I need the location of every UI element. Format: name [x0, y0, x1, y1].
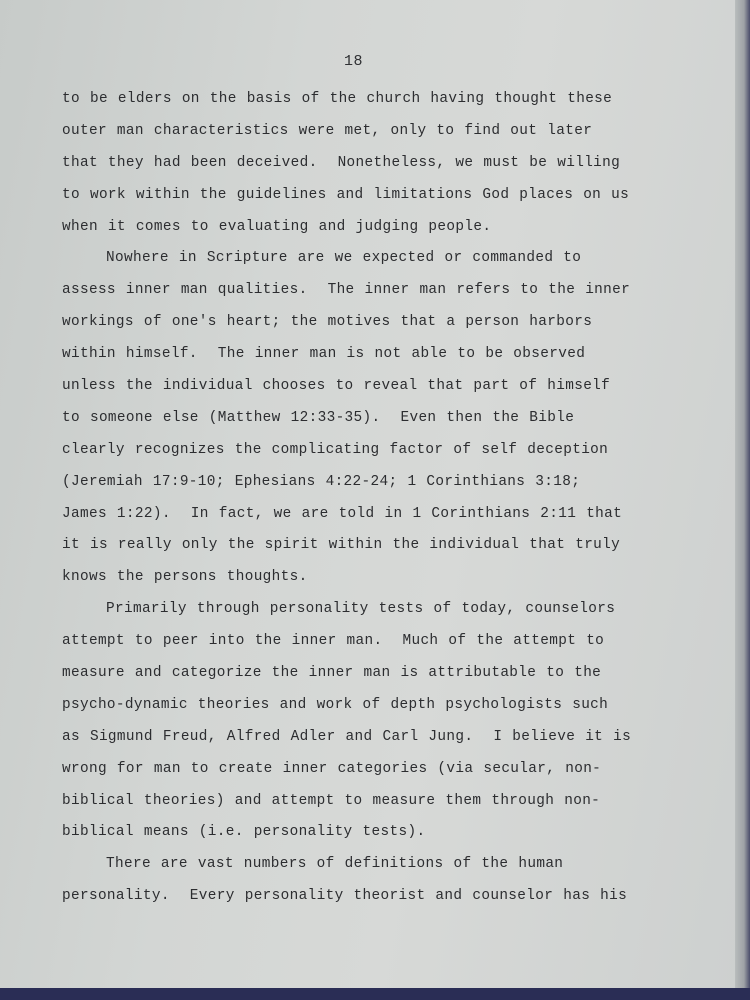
text-line: There are vast numbers of definitions of the human [106, 856, 564, 873]
text-line: assess inner man qualities. The inner man refers to the inner [62, 282, 631, 299]
text-line: psycho-dynamic theories and work of depth psychologists such [62, 696, 609, 713]
text-line: James 1:22). In fact, we are told in 1 Corinthians 2:11 that [62, 505, 623, 522]
text-line: it is really only the spirit within the individual that truly [62, 537, 621, 554]
text-line: personality. Every personality theorist and counselor has his [62, 888, 628, 905]
page-number: 18 [344, 53, 364, 70]
text-line: Primarily through personality tests of today, counselors [106, 601, 616, 618]
text-line: to work within the guidelines and limitations God places on us [62, 186, 630, 203]
text-line: as Sigmund Freud, Alfred Adler and Carl Jung. I believe it is [62, 728, 632, 745]
text-line: knows the persons thoughts. [62, 569, 308, 586]
text-line: within himself. The inner man is not able to be observed [62, 346, 586, 363]
text-line: clearly recognizes the complicating factor of self deception [62, 441, 609, 458]
text-line: when it comes to evaluating and judging people. [62, 218, 492, 235]
text-line: biblical theories) and attempt to measure them through non- [62, 792, 601, 809]
text-line: unless the individual chooses to reveal that part of himself [62, 378, 611, 395]
text-line: (Jeremiah 17:9-10; Ephesians 4:22-24; 1 Corinthians 3:18; [62, 473, 581, 490]
text-line: workings of one's heart; the motives that a person harbors [62, 314, 593, 331]
text-line: measure and categorize the inner man is attributable to the [62, 665, 602, 682]
text-line: to someone else (Matthew 12:33-35). Even then the Bible [62, 409, 575, 426]
book-binding [0, 988, 750, 1000]
text-line: to be elders on the basis of the church having thought these [62, 91, 613, 107]
text-line: biblical means (i.e. personality tests). [62, 824, 426, 841]
text-line: Nowhere in Scripture are we expected or commanded to [106, 250, 582, 267]
text-line: outer man characteristics were met, only to find out later [62, 122, 593, 139]
body-text [62, 84, 682, 913]
text-line: wrong for man to create inner categories (via secular, non- [62, 760, 602, 777]
page-edge [735, 0, 750, 992]
text-line: that they had been deceived. Nonetheless, we must be willing [62, 154, 621, 171]
text-line: attempt to peer into the inner man. Much of the attempt to [62, 633, 605, 650]
